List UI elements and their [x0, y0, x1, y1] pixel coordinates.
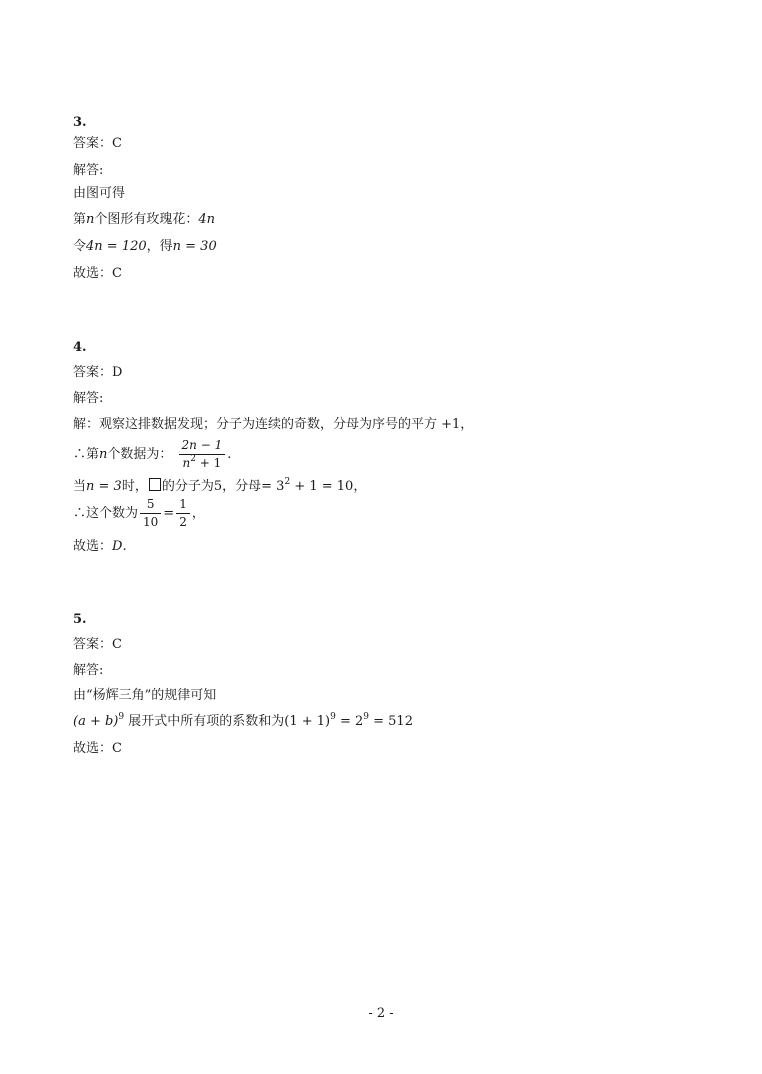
q5-expr-exp2: 9 [330, 712, 336, 722]
question-3-number: 3. [73, 115, 87, 130]
q4-when-eq2-a: = 3 [261, 479, 285, 494]
q4-when-end: ， [353, 479, 367, 494]
q5-expr-eq: = 2 [335, 714, 364, 729]
question-4-result [73, 497, 205, 531]
q5-expr-base2: (1 + 1) [284, 714, 331, 729]
q4-nth-denominator [179, 455, 226, 471]
q4-when-mid2: 的分子为 [161, 479, 214, 494]
q4-res-prefix: ∴这个数为 [73, 506, 139, 521]
q4-res-num2: 1 [176, 497, 190, 514]
question-3-solution-label: 解答: [73, 163, 104, 178]
q4-when-eq2-exp: 2 [284, 477, 291, 487]
question-5-expression [73, 713, 413, 731]
q3-step2-prefix: 第 [73, 212, 87, 227]
q4-when-mid: 时， [121, 479, 148, 494]
question-4-observation: 解：观察这排数据发现；分子为连续的奇数，分母为序号的平方 +1， [73, 417, 474, 432]
q4-when-eq2-b: + 1 = 10 [290, 479, 354, 494]
q4-nth-numerator: 2n − 1 [179, 438, 226, 455]
question-4-solution-label: 解答: [73, 391, 104, 406]
q3-step2-var: n [86, 212, 95, 227]
question-4-nth-term [73, 438, 231, 472]
question-3-step-2 [73, 211, 215, 229]
question-3-answer: 答案：C [73, 136, 122, 151]
q5-expr-mid: 展开式中所有项的系数和为 [124, 714, 285, 729]
question-4-choice [73, 538, 127, 556]
q4-when-prefix: 当 [73, 479, 87, 494]
question-5-answer: 答案：C [73, 637, 122, 652]
q4-nth-den-exp: 2 [190, 454, 196, 464]
q3-step2-mid: 个图形有玫瑰花： [94, 212, 199, 227]
q4-when-mid3: ，分母 [222, 479, 262, 494]
q4-res-num1: 5 [140, 497, 161, 514]
q5-expr-exp: 9 [118, 712, 125, 722]
q4-when-eq: n = 3 [86, 479, 122, 494]
q4-res-eq: = [163, 506, 175, 521]
q3-step3-eq2: n = 30 [172, 239, 217, 254]
q4-nth-end: . [227, 447, 232, 462]
blank-box-icon [149, 478, 161, 491]
q4-nth-den-rest: + 1 [195, 456, 222, 470]
q4-res-den2: 2 [179, 515, 187, 529]
question-4-answer: 答案：D [73, 365, 123, 380]
q4-res-den1: 10 [143, 515, 159, 529]
q3-step2-expr: 4n [198, 212, 216, 227]
q5-expr-base: (a + b) [73, 714, 119, 729]
question-5-number: 5. [73, 612, 87, 627]
q4-choice-end: . [122, 539, 127, 554]
q3-step3-eq1: 4n = 120 [86, 239, 147, 254]
q4-nth-den-base: n [182, 456, 191, 470]
question-3-step-3 [73, 238, 217, 256]
question-3-choice: 故选：C [73, 266, 122, 281]
question-4-number: 4. [73, 340, 87, 355]
q4-res-fraction-1 [140, 497, 161, 530]
question-3-step-1: 由图可得 [73, 186, 126, 201]
q4-nth-mid: 个数据为： [107, 447, 173, 462]
q4-nth-fraction [179, 438, 226, 471]
question-5-solution-label: 解答: [73, 663, 104, 678]
q4-nth-prefix: ∴第 [73, 447, 100, 462]
q3-step3-prefix: 令 [73, 239, 87, 254]
q4-res-end: ， [191, 506, 205, 521]
q4-nth-var: n [99, 447, 108, 462]
q4-res-fraction-2 [176, 497, 190, 530]
q5-expr-exp3: 9 [363, 712, 369, 722]
q3-step3-mid: ，得 [146, 239, 173, 254]
question-4-when [73, 478, 366, 496]
q4-choice-var: D [112, 539, 123, 554]
q5-expr-end: = 512 [369, 714, 413, 729]
question-5-step-1: 由“杨辉三角”的规律可知 [73, 688, 217, 703]
page-number: - 2 - [368, 1006, 394, 1021]
q4-when-val: 5 [213, 479, 223, 494]
q4-choice-prefix: 故选： [73, 539, 113, 554]
question-5-choice: 故选：C [73, 741, 122, 756]
